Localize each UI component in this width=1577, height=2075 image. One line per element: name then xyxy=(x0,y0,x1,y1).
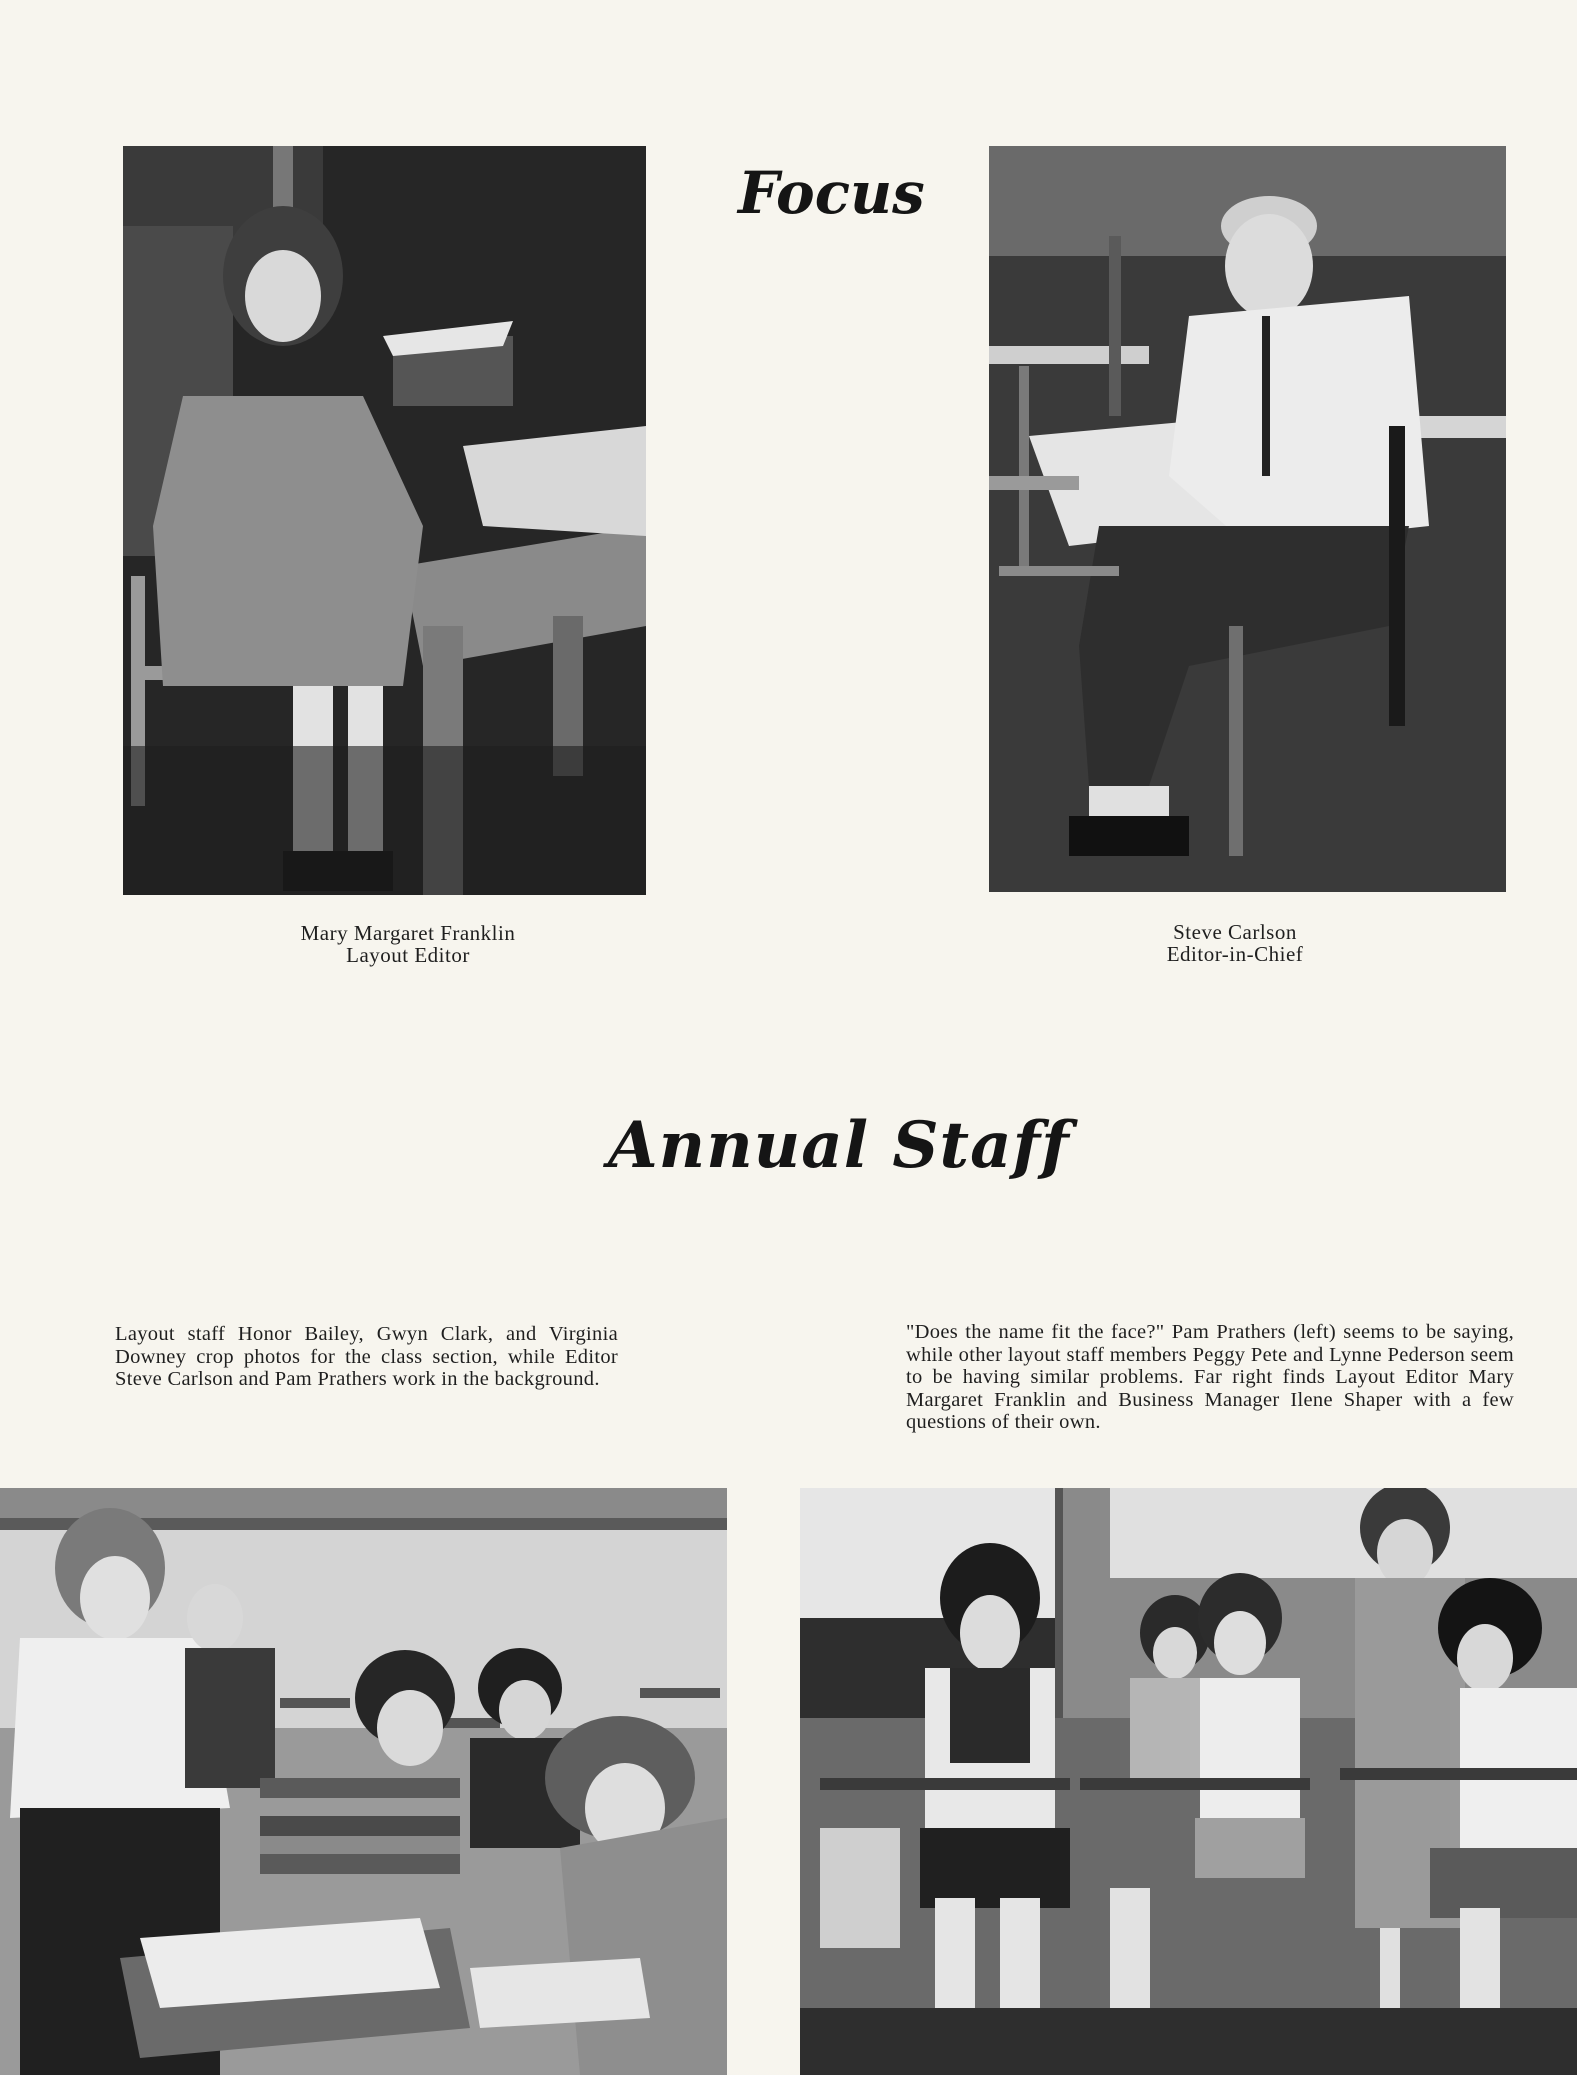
caption-name: Steve Carlson xyxy=(1173,920,1297,944)
caption-name: Mary Margaret Franklin xyxy=(300,921,516,945)
section-heading-focus: Focus xyxy=(738,159,925,227)
section-heading-annual-staff: Annual Staff xyxy=(608,1108,1070,1183)
caption-editor-in-chief xyxy=(1085,921,1385,965)
photo-editor-in-chief xyxy=(989,146,1506,892)
photo-layout-editor xyxy=(123,146,646,895)
photo-layout-staff-desks xyxy=(800,1488,1577,2075)
caption-role: Layout Editor xyxy=(346,943,470,967)
caption-layout-editor xyxy=(213,922,603,966)
caption-paragraph-left: Layout staff Honor Bailey, Gwyn Clark, and Virginia Downey crop photos for the class section, while Editor Steve Carlson and Pam Prathers work in the background. xyxy=(115,1323,618,1390)
caption-paragraph-right: "Does the name fit the face?" Pam Prathers (left) seems to be saying, while other layout staff members Peggy Pete and Lynne Pederson seem to be having similar problems. Far right finds Layout Editor Mary Margaret Franklin and Business Manager Ilene Shaper with a few questions of their own. xyxy=(906,1321,1514,1433)
caption-role: Editor-in-Chief xyxy=(1166,942,1304,966)
photo-layout-staff-cropping xyxy=(0,1488,727,2075)
